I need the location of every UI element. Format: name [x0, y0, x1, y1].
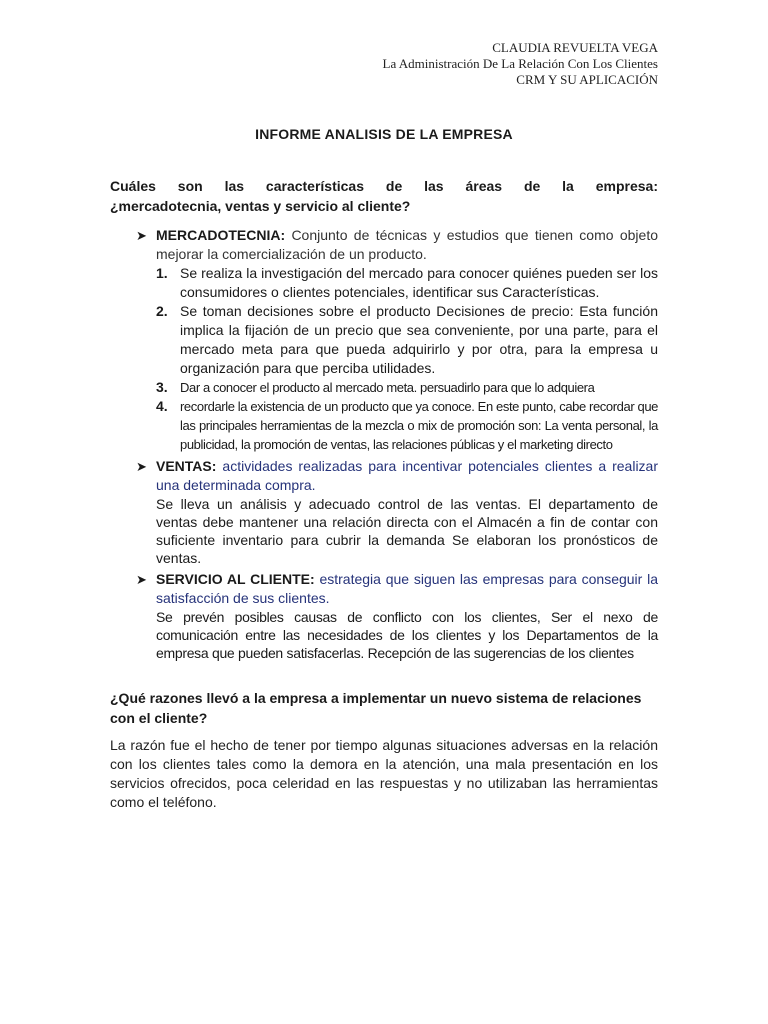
arrow-bullet-icon: ➤: [136, 459, 147, 474]
author-name: CLAUDIA REVUELTA VEGA: [492, 40, 658, 55]
list-item: [156, 264, 658, 302]
section-desc: Conjunto de técnicas y estudios que tienen como objeto mejorar la comercialización de un producto.: [156, 227, 658, 262]
list-number: 2.: [156, 303, 168, 319]
document-title: INFORME ANALISIS DE LA EMPRESA: [255, 126, 513, 142]
question-1: [110, 176, 658, 216]
list-number: 3.: [156, 379, 168, 395]
arrow-bullet-icon: ➤: [136, 228, 147, 243]
mercadotecnia-list: [156, 264, 658, 454]
section-head: VENTAS:: [156, 458, 217, 474]
course-name: La Administración De La Relación Con Los Clientes: [382, 56, 658, 71]
arrow-bullet-icon: ➤: [136, 572, 147, 587]
section-body: Se lleva un análisis y adecuado control de las ventas. El departamento de ventas debe mantener una relación directa con el Almacén a fin de contar con suficiente inventario para cubrir la demanda Se elaboran los pronósticos de ventas.: [156, 496, 658, 566]
question-1-line-2: ¿mercadotecnia, ventas y servicio al cliente?: [110, 198, 411, 214]
section-ventas: [110, 457, 658, 567]
list-item: [156, 397, 658, 454]
section-desc: estrategia que siguen las empresas para conseguir la satisfacción de sus clientes.: [156, 571, 659, 606]
section-desc: actividades realizadas para incentivar potenciales clientes a realizar una determinada compra.: [156, 458, 658, 493]
question-1-line-1: Cuáles son las características de las áreas de la empresa:: [110, 178, 658, 194]
list-text: Se realiza la investigación del mercado para conocer quiénes pueden ser los consumidores o clientes potenciales, identificar sus Características.: [180, 265, 658, 300]
answer-2: La razón fue el hecho de tener por tiempo algunas situaciones adversas en la relación con los clientes tales como la demora en la atención, una mala presentación en los servicios ofrecidos, poca celeridad en las respuestas y no utilizaban las herramientas como el teléfono.: [110, 737, 658, 810]
question-2: ¿Qué razones llevó a la empresa a implementar un nuevo sistema de relaciones con el cliente?: [110, 690, 642, 726]
list-item: [156, 302, 658, 378]
list-number: 1.: [156, 265, 168, 281]
document-page: [110, 40, 658, 812]
section-head: SERVICIO AL CLIENTE:: [156, 571, 315, 587]
document-header: [110, 40, 658, 88]
list-text: recordarle la existencia de un producto que ya conoce. En este punto, cabe recordar que las principales herramientas de la mezcla o mix de promoción son: La venta personal, la publicidad, la promoción de ventas, las relaciones públicas y el marketing directo: [180, 399, 658, 452]
list-text: Dar a conocer el producto al mercado meta. persuadirlo para que lo adquiera: [180, 380, 595, 395]
list-item: [156, 378, 658, 397]
topic-name: CRM Y SU APLICACIÓN: [516, 72, 658, 87]
section-mercadotecnia: [110, 226, 658, 454]
section-servicio: [110, 570, 658, 662]
list-text: Se toman decisiones sobre el producto Decisiones de precio: Esta función implica la fijación de un precio que sea conveniente, por una parte, para el mercado meta para que pueda adquirirlo y por otra, para la empresa u organización para que perciba utilidades.: [180, 303, 658, 376]
list-number: 4.: [156, 398, 168, 414]
section-head: MERCADOTECNIA:: [156, 227, 286, 243]
section-body: Se prevén posibles causas de conflicto con los clientes, Ser el nexo de comunicación entre las necesidades de los clientes y los Departamentos de la empresa que pueden satisfacerlas. Recepción de las sugerencias de los clientes: [156, 609, 658, 661]
